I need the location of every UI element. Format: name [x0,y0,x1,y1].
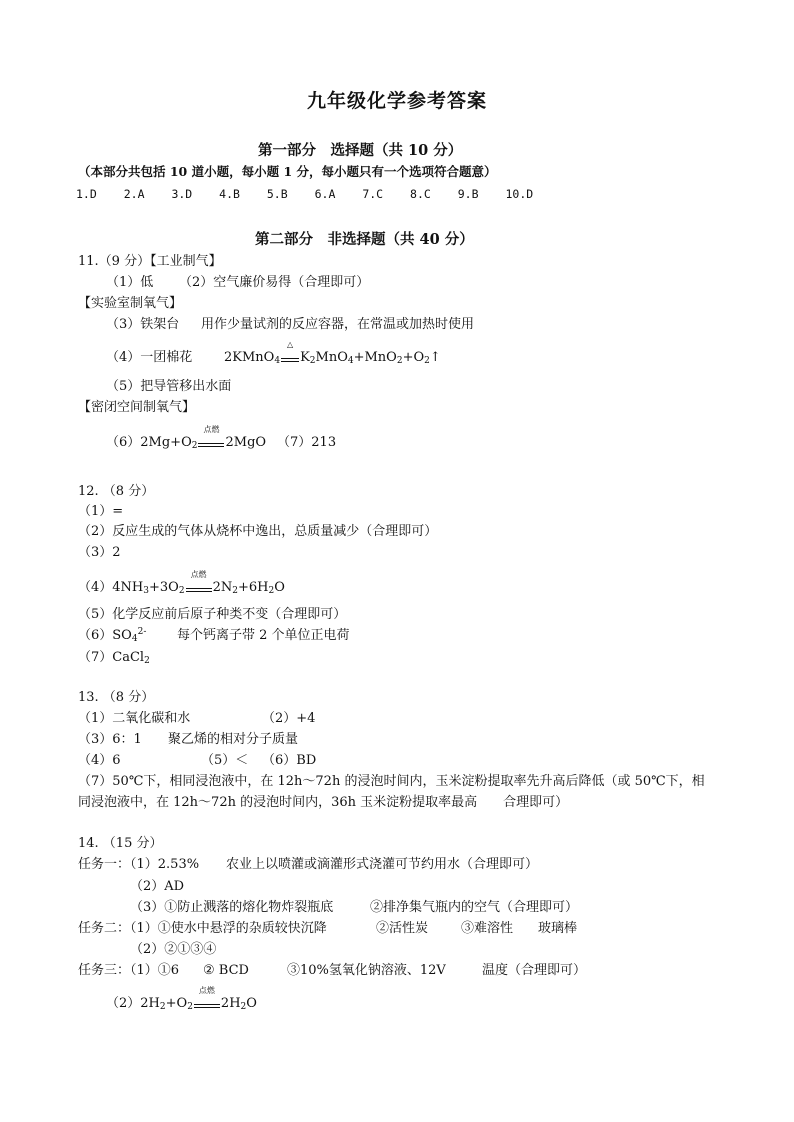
q11-a5: （5）把导管移出水面 [106,379,232,394]
q12-a6: $(6)SO_4^{2-}$ [78,627,147,644]
page-title: 九年级化学参考答案 [306,90,487,112]
part1-answers [76,186,533,202]
q11-a6: $(6)2Mg+O_2$ 点燃 2MgO [106,425,267,451]
q11-a7: （7）213 [277,435,337,450]
q12-head: 12. （8 分） [78,484,155,499]
q12-a5: （5）化学反应前后原子种类不变（合理即可） [78,607,347,622]
q14-task2-a1b: ②活性炭 [376,921,429,936]
q14-head: 14. （15 分） [78,836,163,851]
ignite-label: 点燃 [203,425,220,434]
q12-a6-explain: 每个钙离子带 2 个单位正电荷 [177,628,350,643]
q11-equation-kmno4: 2KMnO$_4$ △ $K_2MnO_4+MnO_2+O_2↑$ [224,340,441,366]
q13-a7-line2: 同浸泡液中，在 12h～72h 的浸泡时间内，36h 玉米淀粉提取率最高 合理即可） [78,795,569,810]
q14-task1-a1: 任务一：（1）2.53% [78,857,200,872]
q14-task1-a3b: ②排净集气瓶内的空气（合理即可） [370,900,579,915]
q12-a2: （2）反应生成的气体从烧杯中逸出，总质量减少（合理即可） [78,524,438,539]
q11-a2: （2）空气廉价易得（合理即可） [179,275,370,290]
q13-a3-explain: 聚乙烯的相对分子质量 [168,732,299,747]
q11-a4: （4）一团棉花 [106,350,193,365]
q13-a1: （1）二氧化碳和水 [78,711,191,726]
q13-head: 13. （8 分） [78,690,155,705]
answer-2: 2.A [123,187,145,201]
q12-a4: $(4)4NH_3+3O_2$ 点燃 $2N_2+6H_2O$ [78,570,285,596]
part1-note: （本部分共包括 10 道小题，每小题 1 分，每小题只有一个选项符合题意） [78,164,497,179]
answer-8: 8.C [410,187,431,201]
q13-a3: （3）6：1 [78,732,142,747]
answer-1: 1.D [76,187,97,201]
part2-heading: 第二部分 非选择题（共 40 分） [255,231,474,248]
q13-a7-line1: （7）50℃下，相同浸泡液中，在 12h～72h 的浸泡时间内，玉米淀粉提取率先升高后降低（或 50℃下，相 [78,774,705,789]
q14-task2-a2: （2）②①③④ [130,942,217,957]
q13-a4: （4）6 [78,753,121,768]
q14-task3-a1d: 温度（合理即可） [482,963,587,978]
answer-9: 9.B [457,187,479,201]
q14-task2-a1d: 玻璃棒 [538,921,578,936]
q13-a5: （5）＜ [201,753,249,768]
q11-section-closed: 【密闭空间制氧气】 [78,400,196,415]
q14-task1-a3a: （3）①防止溅落的熔化物炸裂瓶底 [130,900,334,915]
q14-task3-a1a: 任务三：（1）①6 [78,963,180,978]
q13-a2: （2）+4 [262,711,316,726]
q12-a3: （3）2 [78,545,121,560]
q12-a1: （1）= [78,504,124,519]
q14-task3-a2: $(2)2H_2+O_2$ 点燃 $2H_2O$ [106,986,257,1012]
answer-4: 4.B [219,187,240,201]
q11-a1: （1）低 [106,275,154,290]
heat-symbol: △ [286,340,294,349]
q14-task3-a1b: ② BCD [203,963,249,978]
ignite-label: 点燃 [198,986,215,995]
q12-a7: （7）CaCl$_2$ [78,650,150,666]
answer-7: 7.C [362,187,384,201]
q11-a3: （3）铁架台 [106,317,180,332]
q14-task2-a1c: ③难溶性 [461,921,514,936]
q11-section-lab: 【实验室制氧气】 [78,296,183,311]
ignite-label: 点燃 [190,570,207,579]
q14-task2-a1: 任务二：（1）①使水中悬浮的杂质较快沉降 [78,921,327,936]
q11-a3-use: 用作少量试剂的反应容器，在常温或加热时使用 [201,317,475,332]
q14-task1-a2: （2）AD [130,879,185,894]
q11-head: 11.（9 分）【工业制气】 [78,254,222,269]
answer-3: 3.D [171,187,193,201]
answer-6: 6.A [314,187,336,201]
q14-task1-a1-explain: 农业上以喷灌或滴灌形式浇灌可节约用水（合理即可） [226,857,539,872]
part1-heading: 第一部分 选择题（共 10 分） [258,142,463,159]
q14-task3-a1c: ③10%氢氧化钠溶液、12V [287,963,446,978]
answer-5: 5.B [266,187,288,201]
answer-10: 10.D [505,187,534,201]
q13-a6: （6）BD [262,753,317,768]
